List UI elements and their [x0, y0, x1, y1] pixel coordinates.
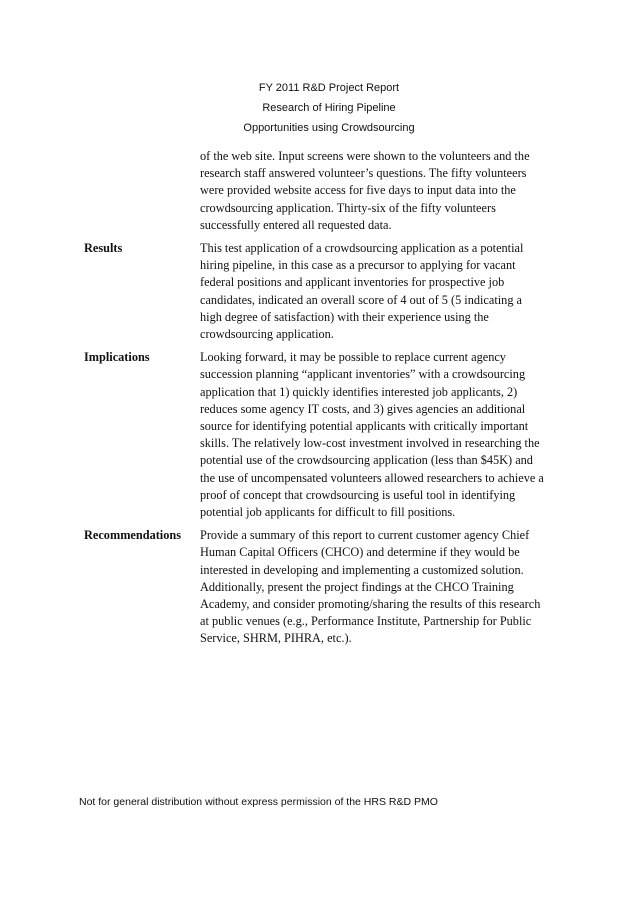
continuation-text: of the web site. Input screens were shown to the volunteers and the research staff answered volunteer’s questions. The fifty volunteers were provided website access for five days to input data into the crowdsourcing application. Thirty-six of the fifty volunteers successfully entered all requested data.: [200, 149, 530, 232]
results-text: This test application of a crowdsourcing application as a potential hiring pipeline, in this case as a precursor to applying for vacant federal positions and applicant inventories for prospective job candidates, indicated an overall score of 4 out of 5 (5 indicating a high degree of satisfaction) with their experience using the crowdsourcing application.: [200, 241, 524, 342]
recommendations-label: Recommendations: [84, 528, 182, 543]
distribution-notice: Not for general distribution without express permission of the HRS R&D PMO: [79, 796, 438, 808]
implications-row: [84, 349, 564, 521]
results-row: [84, 240, 564, 343]
report-body: [84, 148, 564, 654]
report-title: FY 2011 R&D Project Report: [258, 82, 400, 94]
implications-label: Implications: [84, 350, 150, 365]
recommendations-text: Provide a summary of this report to current customer agency Chief Human Capital Officers (CHCO) and determine if they would be interested in developing and implementing a customized solution. Additionally, present the project findings at the CHCO Training Academy, and consider promoting/sharing the results of this research at public venues (e.g., Performance Institute, Partnership for Public Service, SHRM, PIHRA, etc.).: [200, 528, 541, 646]
implications-text: Looking forward, it may be possible to replace current agency succession planning “applicant inventories” with a crowdsourcing application that 1) quickly identifies interested job applicants, 2) reduces some agency IT costs, and 3) gives agencies an additional source for identifying potential applicants with critically important skills. The relatively low-cost investment involved in researching the potential use of the crowdsourcing application (less than $45K) and the use of uncompensated volunteers allowed researchers to achieve a proof of concept that crowdsourcing is useful tool in identifying potential job applicants for difficult to fill positions.: [200, 350, 544, 520]
results-label: Results: [84, 241, 123, 256]
report-subtitle-line1: Research of Hiring Pipeline: [262, 102, 396, 114]
continuation-row: [84, 148, 564, 234]
report-header: [0, 78, 638, 138]
report-subtitle-line2: Opportunities using Crowdsourcing: [243, 122, 415, 134]
continuation-label: [84, 148, 200, 234]
recommendations-row: [84, 527, 564, 647]
